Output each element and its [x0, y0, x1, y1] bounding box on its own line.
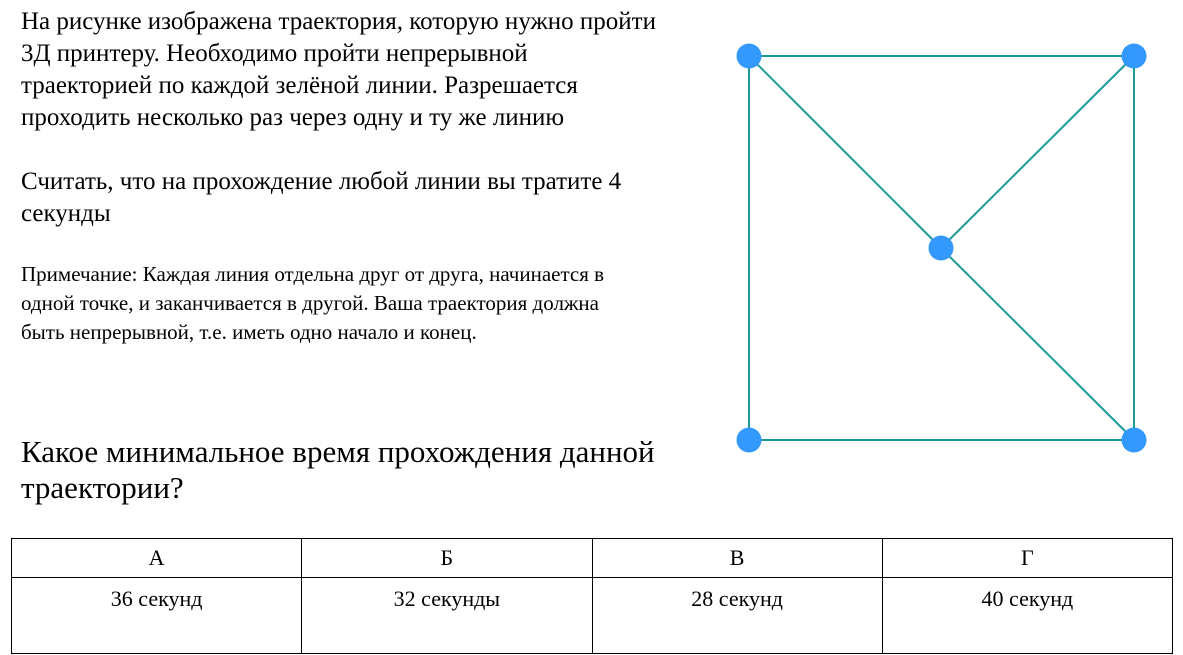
answer-options-table	[11, 538, 1173, 654]
edge-center-to-bottom-right	[941, 248, 1134, 440]
option-c-value[interactable]: 28 секунд	[592, 578, 882, 654]
task-description: На рисунке изображена траектория, которую нужно пройти 3Д принтеру. Необходимо пройти непрерывной траекторией по каждой зелёной линии. Разрешается проходить несколько раз через одну и ту же линию	[21, 8, 656, 131]
answer-letters-row	[12, 539, 1173, 578]
node-bottom-left	[737, 428, 762, 453]
node-top-left	[737, 44, 762, 69]
graph-edges	[749, 56, 1134, 440]
node-top-right	[1122, 44, 1147, 69]
node-bottom-right	[1122, 428, 1147, 453]
note: Примечание: Каждая линия отдельна друг от друга, начинается в одной точке, и заканчивается в другой. Ваша траектория должна быть непрерывной, т.е. иметь одно начало и конец.	[21, 262, 605, 344]
option-b-value[interactable]: 32 секунды	[302, 578, 592, 654]
graph-nodes	[737, 44, 1147, 453]
option-a-letter[interactable]: А	[12, 539, 302, 578]
question: Какое минимальное время прохождения данной траектории?	[21, 434, 655, 505]
edge-top-right-to-center	[941, 56, 1134, 248]
option-a-value[interactable]: 36 секунд	[12, 578, 302, 654]
option-b-letter[interactable]: Б	[302, 539, 592, 578]
edge-top-left-to-center	[749, 56, 941, 248]
answer-values-row	[12, 578, 1173, 654]
option-c-letter[interactable]: В	[592, 539, 882, 578]
option-d-letter[interactable]: Г	[882, 539, 1172, 578]
option-d-value[interactable]: 40 секунд	[882, 578, 1172, 654]
time-condition: Считать, что на прохождение любой линии вы тратите 4 секунды	[21, 168, 622, 227]
node-center	[929, 236, 954, 261]
